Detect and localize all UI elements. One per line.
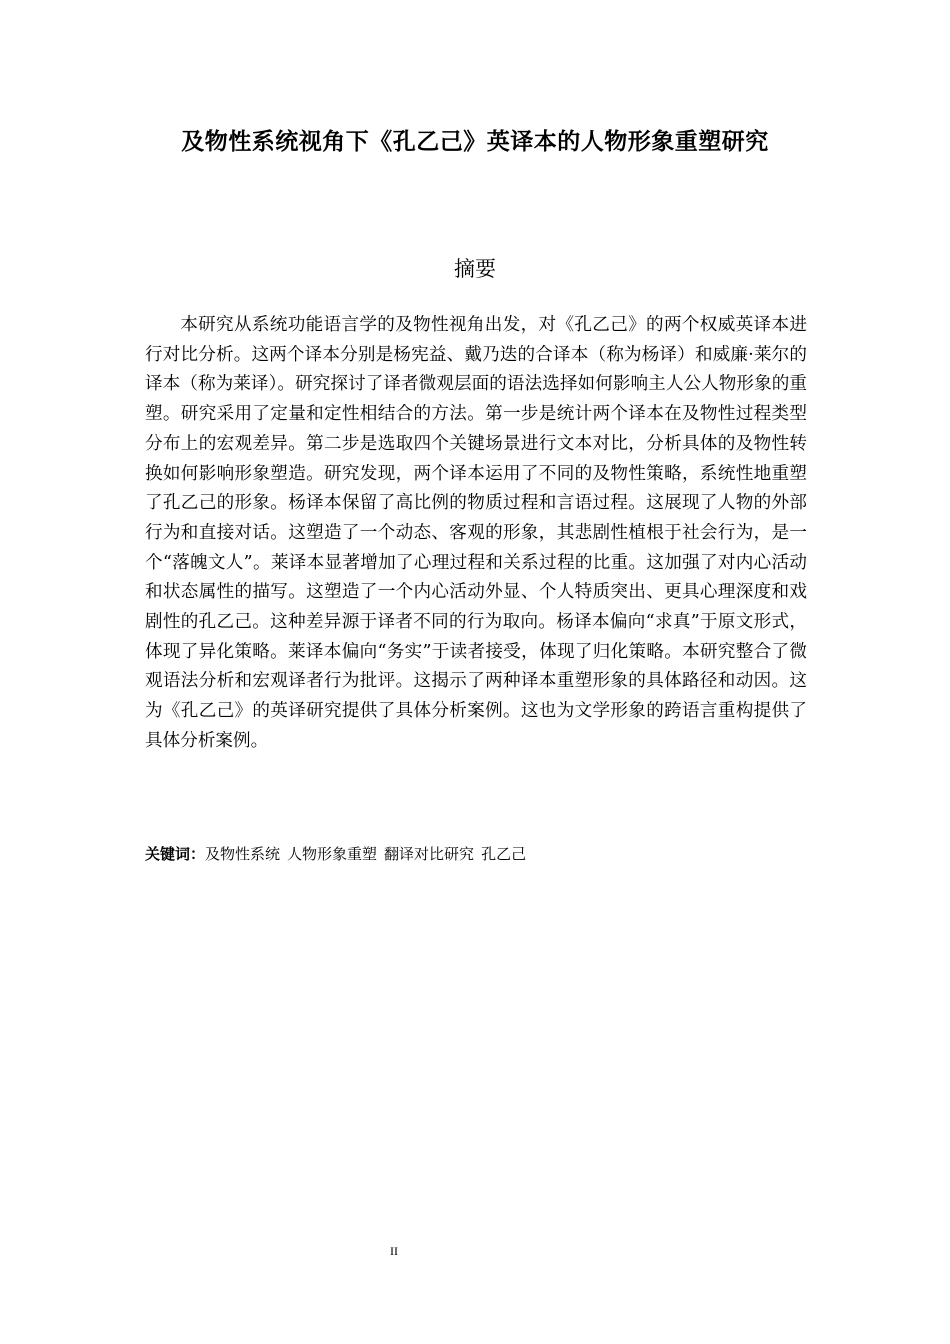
abstract-heading: 摘要 (454, 257, 496, 281)
page-number: II (390, 1244, 398, 1258)
keyword-item: 人物形象重塑 (287, 845, 378, 863)
keyword-item: 及物性系统 (205, 845, 281, 863)
keywords-list (205, 845, 533, 863)
keywords-label: 关键词： (145, 845, 206, 863)
abstract-body: 本研究从系统功能语言学的及物性视角出发，对《孔乙己》的两个权威英译本进行对比分析。这两个译本分别是杨宪益、戴乃迭的合译本（称为杨译）和威廉·莱尔的译本（称为莱译）。研究探讨了译者微观层面的语法选择如何影响主人公人物形象的重塑。研究采用了定量和定性相结合的方法。第一步是统计两个译本在及物性过程类型分布上的宏观差异。第二步是选取四个关键场景进行文本对比，分析具体的及物性转换如何影响形象塑造。研究发现，两个译本运用了不同的及物性策略，系统性地重塑了孔乙己的形象。杨译本保留了高比例的物质过程和言语过程。这展现了人物的外部行为和直接对话。这塑造了一个动态、客观的形象，其悲剧性植根于社会行为，是一个“落魄文人”。莱译本显著增加了心理过程和关系过程的比重。这加强了对内心活动和状态属性的描写。这塑造了一个内心活动外显、个人特质突出、更具心理深度和戏剧性的孔乙己。这种差异源于译者不同的行为取向。杨译本偏向“求真”于原文形式，体现了异化策略。莱译本偏向“务实”于读者接受，体现了归化策略。本研究整合了微观语法分析和宏观译者行为批评。这揭示了两种译本重塑形象的具体路径和动因。这为《孔乙己》的英译研究提供了具体分析案例。这也为文学形象的跨语言重构提供了具体分析案例。 (145, 315, 807, 751)
keywords-line (145, 841, 807, 867)
keyword-item: 翻译对比研究 (384, 845, 475, 863)
keyword-item: 孔乙己 (481, 845, 527, 863)
paper-title: 及物性系统视角下《孔乙己》英译本的人物形象重塑研究 (181, 129, 769, 155)
